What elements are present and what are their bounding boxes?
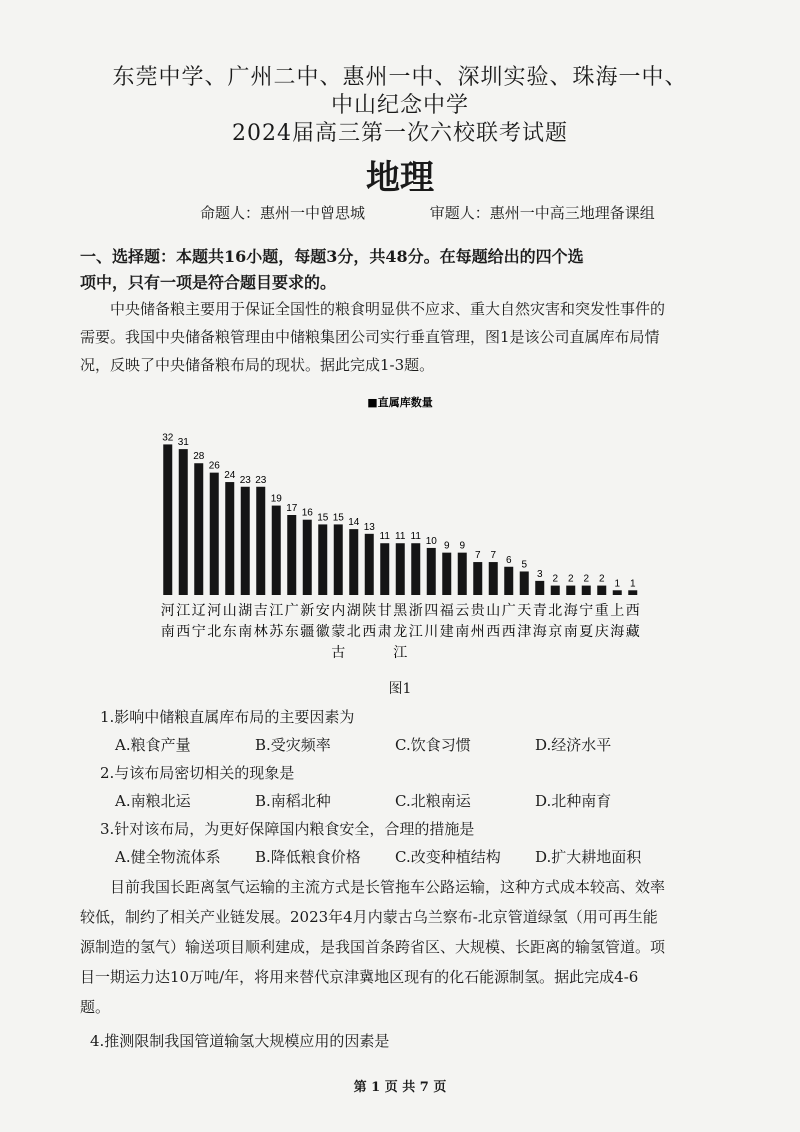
category-label: 陕	[362, 603, 377, 619]
schools-line-2: 中山纪念中学	[330, 93, 469, 118]
bar-吉林	[256, 487, 265, 595]
bar-广东	[287, 515, 296, 595]
bar-贵州	[473, 562, 482, 595]
intro-line-1: 中央储备粮主要用于保证全国性的粮食明显供不应求、重大自然灾害和突发性事件的	[110, 300, 666, 318]
bar-河南	[163, 444, 172, 595]
category-label: 江	[408, 624, 423, 640]
category-label: 河	[207, 603, 222, 619]
category-label: 西	[501, 624, 516, 640]
category-label: 宁	[191, 624, 206, 640]
category-label: 云	[455, 603, 470, 619]
bar-天津	[520, 571, 529, 595]
bar-山东	[225, 482, 234, 595]
bar-value-label: 19	[270, 493, 282, 505]
setter: 命题人：惠州一中曾思城	[200, 204, 366, 222]
category-label: 河	[160, 603, 175, 619]
category-label: 青	[532, 603, 547, 619]
category-label: 海	[610, 624, 625, 640]
bar-上海	[613, 590, 622, 595]
q1-option-a: A.粮食产量	[115, 736, 191, 754]
category-label: 海	[563, 603, 578, 619]
category-label: 西	[176, 624, 191, 640]
q2-option-d: D.北种南育	[535, 792, 612, 810]
bar-四川	[427, 548, 436, 595]
bar-辽宁	[194, 463, 203, 595]
bar-value-label: 14	[348, 517, 360, 529]
category-label: 北	[207, 624, 222, 640]
category-label: 吉	[253, 603, 268, 619]
bar-重庆	[597, 586, 606, 595]
bar-value-label: 9	[459, 540, 466, 552]
bar-青海	[535, 581, 544, 595]
bar-甘肃	[380, 543, 389, 595]
authors-line	[200, 202, 715, 223]
question-3-options	[115, 846, 675, 867]
category-label: 南	[160, 624, 175, 640]
category-label: 川	[424, 624, 439, 640]
intro-line-2: 需要。我国中央储备粮管理由中储粮集团公司实行垂直管理，图1是该公司直属库布局情	[80, 328, 660, 346]
category-label: 藏	[625, 624, 640, 640]
section-heading-1: 一、选择题：本题共16小题，每题3分，共48分。在每题给出的四个选	[80, 247, 584, 266]
q3-option-a: A.健全物流体系	[115, 848, 221, 866]
section-heading-2: 项中，只有一项是符合题目要求的。	[80, 273, 337, 292]
category-label: 庆	[594, 624, 609, 640]
bar-value-label: 7	[474, 550, 481, 562]
category-label: 南	[238, 624, 253, 640]
passage-line-4: 目一期运力达10万吨/年，将用来替代京津冀地区现有的化石能源制氢。据此完成4-6	[80, 968, 639, 986]
category-label: 新	[300, 603, 315, 619]
bar-chart	[150, 390, 650, 700]
figure-caption: 图1	[388, 681, 412, 697]
category-label: 海	[532, 624, 547, 640]
category-label: 安	[315, 603, 330, 619]
passage-line-3: 源制造的氢气）输送项目顺利建成，是我国首条跨省区、大规模、长距离的输氢管道。项	[80, 938, 666, 956]
category-label: 湖	[346, 603, 361, 619]
bar-value-label: 6	[505, 554, 512, 566]
bar-value-label: 5	[521, 559, 528, 571]
bar-value-label: 2	[567, 573, 574, 585]
category-label: 上	[610, 603, 625, 619]
bar-value-label: 9	[443, 540, 450, 552]
category-label: 广	[501, 603, 516, 619]
intro-line-3: 况，反映了中央储备粮布局的现状。据此完成1-3题。	[80, 356, 435, 374]
q2-option-c: C.北粮南运	[395, 792, 471, 810]
category-label: 甘	[377, 603, 392, 619]
q3-option-c: C.改变种植结构	[395, 848, 501, 866]
question-3: 3.针对该布局，为更好保障国内粮食安全，合理的措施是	[100, 820, 475, 838]
category-label: 江	[269, 603, 284, 619]
question-4: 4.推测限制我国管道输氢大规模应用的因素是	[90, 1032, 390, 1050]
category-label: 北	[548, 603, 563, 619]
bar-陕西	[365, 534, 374, 595]
category-label: 山	[486, 603, 501, 619]
bar-value-label: 32	[162, 432, 174, 444]
bar-海南	[566, 586, 575, 595]
category-label: 徽	[315, 624, 330, 640]
category-label: 夏	[579, 624, 594, 640]
bar-value-label: 11	[410, 531, 421, 543]
exam-title: 2024届高三第一次六校联考试题	[232, 121, 568, 146]
bar-chart-svg	[150, 390, 650, 680]
category-label: 建	[439, 624, 454, 640]
category-label: 天	[517, 603, 532, 619]
category-label: 南	[455, 624, 470, 640]
category-label: 西	[362, 624, 377, 640]
category-label: 江	[393, 645, 408, 661]
category-label: 重	[594, 603, 609, 619]
bar-value-label: 24	[224, 470, 236, 482]
bar-value-label: 16	[301, 507, 313, 519]
q1-option-c: C.饮食习惯	[395, 736, 471, 754]
category-label: 福	[439, 603, 454, 619]
bar-北京	[551, 586, 560, 595]
category-label: 东	[284, 624, 299, 640]
subject-title: 地理	[366, 158, 434, 198]
bar-value-label: 1	[629, 578, 636, 590]
category-label: 宁	[579, 603, 594, 619]
category-label: 黑	[393, 603, 408, 619]
bar-湖北	[349, 529, 358, 595]
bar-value-label: 10	[425, 535, 437, 547]
passage-line-5: 题。	[80, 998, 111, 1016]
bar-浙江	[411, 543, 420, 595]
category-label: 苏	[269, 624, 284, 640]
bar-value-label: 2	[583, 573, 590, 585]
question-1-options	[115, 734, 675, 755]
bar-湖南	[241, 487, 250, 595]
category-label: 山	[222, 603, 237, 619]
category-label: 蒙	[331, 624, 346, 640]
q1-option-d: D.经济水平	[535, 736, 612, 754]
bar-福建	[442, 553, 451, 595]
reviewer: 审题人：惠州一中高三地理备课组	[429, 204, 655, 222]
category-label: 西	[625, 603, 640, 619]
question-2: 2.与该布局密切相关的现象是	[100, 764, 295, 782]
category-label: 东	[222, 624, 237, 640]
bar-value-label: 13	[363, 521, 375, 533]
bar-value-label: 1	[614, 578, 621, 590]
bar-黑龙江	[396, 543, 405, 595]
bar-value-label: 2	[552, 573, 559, 585]
question-2-options	[115, 790, 675, 811]
bar-value-label: 15	[332, 512, 344, 524]
category-label: 肃	[377, 624, 392, 640]
category-label: 林	[253, 624, 268, 640]
bar-value-label: 11	[395, 531, 406, 543]
bar-云南	[458, 553, 467, 595]
q2-option-a: A.南粮北运	[115, 792, 191, 810]
category-label: 疆	[300, 624, 315, 640]
category-label: 广	[284, 603, 299, 619]
bar-江西	[179, 449, 188, 595]
bar-value-label: 28	[193, 451, 205, 463]
bar-河北	[210, 473, 219, 595]
bar-value-label: 7	[490, 550, 497, 562]
bar-value-label: 2	[598, 573, 605, 585]
bar-value-label: 26	[208, 460, 220, 472]
question-1: 1.影响中储粮直属库布局的主要因素为	[100, 708, 355, 726]
passage-line-2: 较低，制约了相关产业链发展。2023年4月内蒙古乌兰察布-北京管道绿氢（用可再生能	[80, 908, 658, 926]
category-label: 江	[176, 603, 191, 619]
bar-新疆	[303, 520, 312, 595]
bar-value-label: 23	[239, 474, 251, 486]
category-label: 贵	[470, 603, 485, 619]
category-label: 龙	[393, 624, 408, 640]
schools-line-1: 东莞中学、广州二中、惠州一中、深圳实验、珠海一中、	[112, 65, 688, 90]
category-label: 四	[424, 603, 439, 619]
category-label: 内	[331, 603, 346, 619]
q1-option-b: B.受灾频率	[255, 736, 331, 754]
bar-宁夏	[582, 586, 591, 595]
bar-value-label: 17	[286, 503, 298, 514]
category-label: 湖	[238, 603, 253, 619]
category-label: 津	[517, 624, 532, 640]
q2-option-b: B.南稻北种	[255, 792, 331, 810]
q3-option-b: B.降低粮食价格	[255, 848, 361, 866]
bar-value-label: 3	[536, 568, 543, 580]
category-label: 古	[331, 645, 346, 661]
bar-西藏	[628, 590, 637, 595]
category-label: 京	[548, 624, 563, 640]
category-label: 南	[563, 624, 578, 640]
page-footer: 第 1 页 共 7 页	[353, 1080, 447, 1095]
category-label: 辽	[191, 603, 206, 619]
bar-value-label: 23	[255, 474, 267, 486]
bar-内蒙古	[334, 524, 343, 595]
category-label: 北	[346, 624, 361, 640]
bar-广西	[504, 567, 513, 595]
bar-江苏	[272, 506, 281, 595]
bar-value-label: 11	[379, 531, 390, 543]
category-label: 浙	[408, 603, 423, 619]
bar-安徽	[318, 524, 327, 595]
category-label: 西	[486, 624, 501, 640]
bar-山西	[489, 562, 498, 595]
category-label: 州	[470, 624, 485, 640]
passage-line-1: 目前我国长距离氢气运输的主流方式是长管拖车公路运输，这种方式成本较高、效率	[110, 878, 666, 896]
bar-value-label: 15	[317, 512, 329, 524]
chart-title: ■直属库数量	[367, 396, 433, 409]
bar-value-label: 31	[177, 437, 189, 449]
q3-option-d: D.扩大耕地面积	[535, 848, 642, 866]
